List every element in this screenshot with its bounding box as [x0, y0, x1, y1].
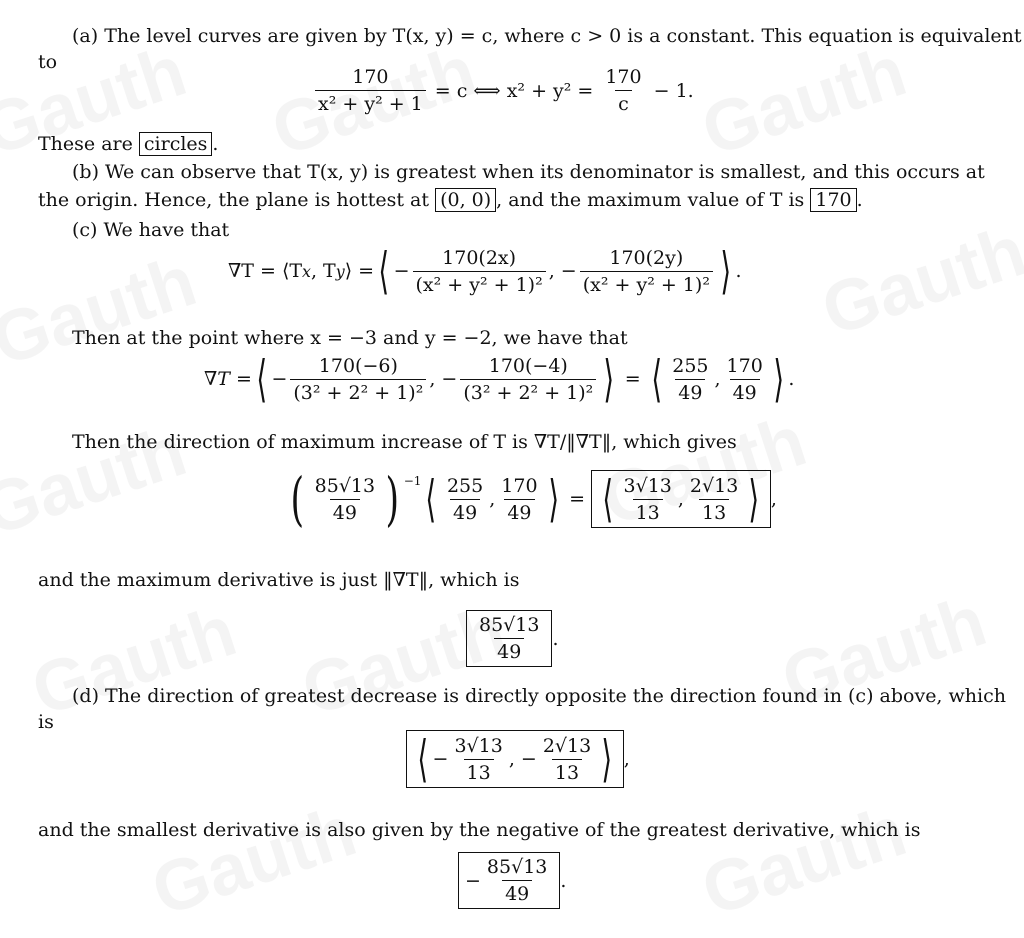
answer-box: 170 [810, 188, 856, 212]
denominator: 13 [633, 499, 663, 524]
left-angle: ⟨ [256, 350, 268, 408]
answer-box [466, 610, 552, 667]
gradient-general: ∇T = ⟨T x , T y ⟩ = ⟨ − $\frac{170(2x)}{\text{(x² + y² + 1)²}}$ , − $\frac{170(2y)}{\text{(x² + y² + 1)²}}$ ⟩ . [228, 242, 742, 300]
part-c-direction-line: Then the direction of maximum increase of T is ∇T/‖∇T‖, which gives [72, 431, 737, 453]
fraction [413, 247, 546, 296]
denominator: x² + y² + 1 [315, 90, 426, 115]
numerator: 2√13 [689, 474, 739, 497]
fraction [315, 66, 426, 115]
fraction [621, 475, 675, 524]
denominator: 49 [675, 379, 705, 404]
text: the origin. Hence, the plane is hottest at [38, 189, 430, 211]
right-angle: ⟩ [748, 470, 760, 528]
part-c-point-line: Then at the point where x = −3 and y = −2, we have that [72, 327, 628, 349]
max-derivative-value: $\frac{85√13}{49}$ . [466, 610, 559, 667]
part-d-line2: is [38, 711, 54, 733]
left-paren: ( [290, 465, 305, 533]
gradient-at-point: ∇T = ⟨ − $\frac{170(-6)}{\text{(3² + 2² + 1)²}}$ , − $\frac{170(-4)}{\text{(3² + 2² + 1)²}}$ ⟩ = ⟨ $\frac{255}{49}$ , $\frac{170}{49}$ ⟩ . [204, 350, 795, 408]
denominator: c [615, 90, 632, 115]
denominator: (x² + y² + 1)² [413, 271, 546, 296]
left-angle: ⟨ [378, 242, 390, 300]
denominator: 13 [552, 759, 582, 784]
left-angle: ⟨ [425, 470, 437, 528]
decrease-direction: ⟨ − $\frac{3√13}{13}$ , − $\frac{2√13}{13}$ ⟩ , [406, 730, 630, 788]
numerator: 170(2y) [609, 246, 684, 269]
fraction [444, 475, 486, 524]
denominator: 13 [699, 499, 729, 524]
fraction [498, 475, 540, 524]
numerator: 255 [446, 474, 484, 497]
numerator: 170 [352, 66, 389, 88]
denominator: 49 [494, 638, 524, 663]
part-c-intro: (c) We have that [72, 219, 230, 241]
numerator: 170 [726, 354, 763, 377]
fraction [290, 355, 426, 404]
answer-box: circles [139, 132, 213, 156]
part-b-line1: (b) We can observe that T(x, y) is greatest when its denominator is smallest, and this occurs at [72, 161, 985, 183]
fraction [669, 355, 711, 404]
fraction [540, 735, 594, 784]
denominator: 49 [502, 880, 532, 905]
denominator: (3² + 2² + 1)² [460, 379, 596, 404]
right-angle: ⟩ [547, 470, 559, 528]
left-angle: ⟨ [417, 730, 429, 788]
right-paren: ) [385, 465, 400, 533]
numerator: 2√13 [542, 734, 592, 757]
denominator: (3² + 2² + 1)² [290, 379, 426, 404]
denominator: 49 [504, 499, 534, 524]
fraction [724, 355, 766, 404]
part-a-conclusion [38, 132, 218, 156]
answer-box: (0, 0) [435, 188, 496, 212]
denominator: 49 [330, 499, 360, 524]
numerator: 170(−6) [318, 354, 398, 377]
fraction [312, 475, 378, 524]
right-angle: ⟩ [603, 350, 615, 408]
punctuation: . [212, 133, 219, 155]
numerator: 255 [672, 354, 709, 377]
denominator: 13 [464, 759, 494, 784]
part-a-to: to [38, 51, 58, 73]
equation-middle: = c ⟺ x² + y² = [434, 79, 594, 102]
fraction [451, 735, 505, 784]
numerator: 85√13 [314, 474, 376, 497]
equation-tail: − 1. [653, 79, 694, 102]
denominator: 49 [450, 499, 480, 524]
part-d-line1: (d) The direction of greatest decrease is directly opposite the direction found in (c) above, which [72, 685, 1006, 707]
part-b-line2 [38, 188, 863, 212]
answer-box: − $\frac{85√13}{49}$ [458, 852, 560, 909]
answer-box: ⟨ $\frac{3√13}{13}$ , $\frac{2√13}{13}$ ⟩ [591, 470, 771, 528]
right-angle: ⟩ [720, 242, 732, 300]
left-angle: ⟨ [651, 350, 662, 408]
unit-vector-equation: ( $\frac{85√13}{49}$ ) $^{-1}$ ⟨ $\frac{255}{49}$ , $\frac{170}{49}$ ⟩ = ⟨ $\frac{3√13}{13}$ , $\frac{2√13}{13}$ ⟩ , [290, 465, 777, 533]
punctuation: . [856, 189, 863, 211]
part-d-smallest-line: and the smallest derivative is also given by the negative of the greatest derivative, which is [38, 819, 921, 841]
numerator: 170(−4) [488, 354, 568, 377]
right-angle: ⟩ [601, 730, 613, 788]
numerator: 3√13 [623, 474, 672, 497]
left-angle: ⟨ [602, 470, 614, 528]
denominator: 49 [730, 379, 760, 404]
numerator: 3√13 [454, 734, 503, 757]
part-a-equation [312, 66, 700, 115]
fraction [687, 475, 741, 524]
denominator: (x² + y² + 1)² [580, 271, 713, 296]
part-c-max-derivative-line: and the maximum derivative is just ‖∇T‖, which is [38, 569, 520, 591]
numerator: 85√13 [486, 856, 548, 878]
numerator: 170 [501, 474, 538, 497]
right-angle: ⟩ [773, 350, 784, 408]
numerator: 170 [605, 66, 642, 88]
answer-box: ⟨ − $\frac{3√13}{13}$ , − $\frac{2√13}{13}$ ⟩ [406, 730, 624, 788]
min-derivative-value: − $\frac{85√13}{49}$ . [458, 852, 566, 909]
part-a-intro: (a) The level curves are given by T(x, y) = c, where c > 0 is a constant. This equation is equivalent [72, 25, 1022, 47]
text: , and the maximum value of T is [496, 189, 805, 211]
numerator: 170(2x) [442, 246, 517, 269]
fraction [476, 614, 542, 663]
fraction [580, 247, 713, 296]
fraction [602, 66, 644, 115]
conclusion-text: These are [38, 133, 133, 155]
gradient-lhs: ∇T = ⟨T [228, 260, 303, 282]
fraction [484, 856, 550, 905]
fraction [460, 355, 596, 404]
numerator: 85√13 [479, 614, 540, 636]
